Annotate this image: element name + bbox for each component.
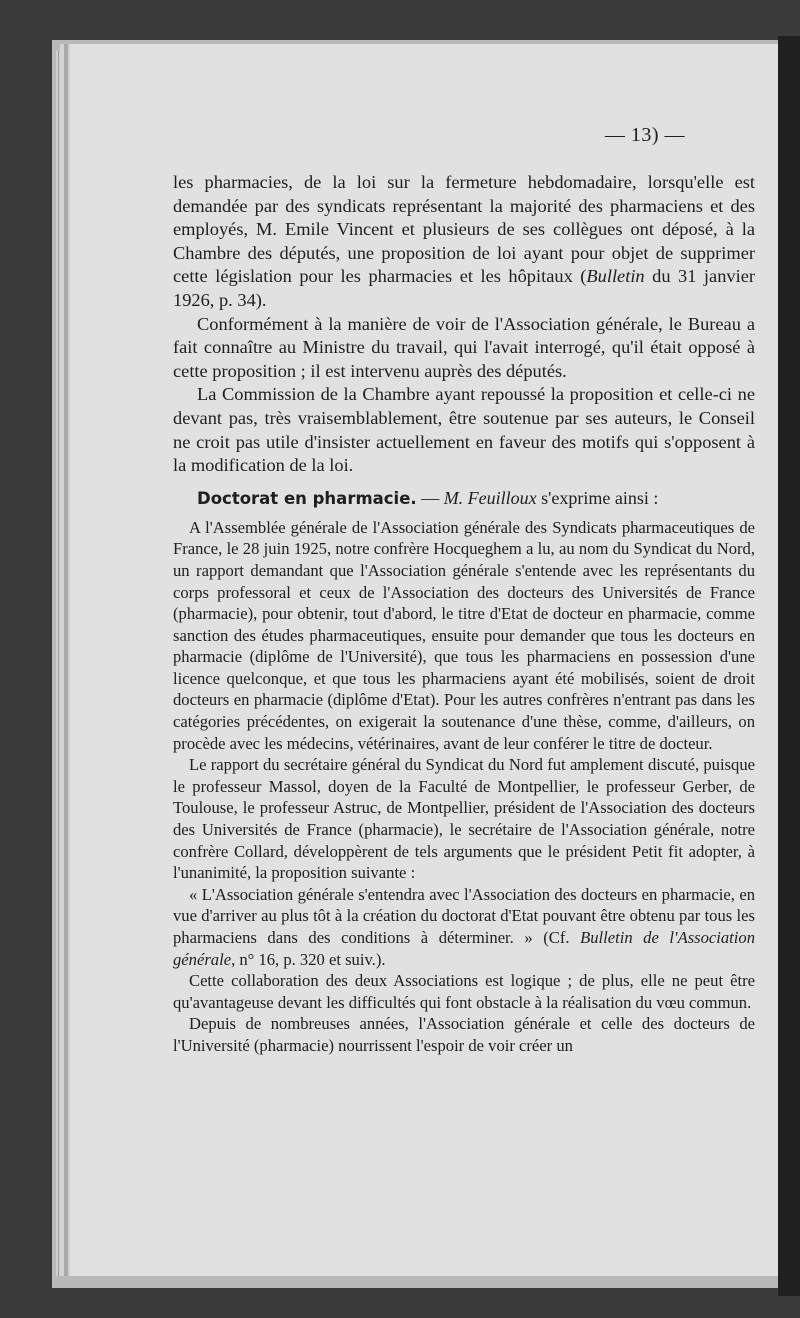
page-number: — 13) — [604,124,685,146]
paragraph-text: « L'Association générale s'entendra avec l'Association des docteurs en pharmacie, en vue d'arriver au plus tôt à la création du doctorat d'Etat pouvant être obtenu par tous les pharmaciens dans des conditions à déterminer. » (Cf. [173,884,755,947]
paragraph: Depuis de nombreuses années, l'Association générale et celle des docteurs de l'Université (pharmacie) nourrissent l'espoir de voir créer un [173,1014,755,1055]
section-title: Doctorat en pharmacie. [197,488,417,508]
italic-citation: Bulletin [586,266,645,287]
section-intro: s'exprime ainsi : [536,487,659,508]
paragraph: A l'Assemblée générale de l'Association générale des Syndicats pharmaceutiques de France, le 28 juin 1925, notre confrère Hocqueghem a lu, au nom du Syndicat du Nord, un rapport demandant que l'Association générale s'entende avec les représentants du corps professoral et ceux de l'Association des docteurs des Universités de France (pharmacie), pour obtenir, tout d'abord, le titre d'Etat de docteur en pharmacie, comme sanction des études pharmaceutiques, ensuite pour demander que tous les docteurs en pharmacie (diplôme de l'Université), que tous les pharmaciens en possession d'une licence quelconque, et que tous les pharmaciens ayant été mobilisés, soient de droit docteurs en pharmacie (diplôme d'Etat). Pour les autres confrères n'entrant pas dans les catégories précédentes, on exigerait la soutenance d'une thèse, comme, d'ailleurs, on procède avec les médecins, vétérinaires, avant de leur conférer le titre de docteur. [173,517,755,753]
paragraph: Le rapport du secrétaire général du Syndicat du Nord fut amplement discuté, puisque le professeur Massol, doyen de la Faculté de Montpellier, le professeur Gerber, de Toulouse, le professeur Astruc, de Montpellier, président de l'Association des docteurs des Universités de France (pharmacie), le secrétaire de l'Association générale, notre confrère Collard, développèrent de tels arguments que le président Petit fit adopter, à l'unanimité, la proposition suivante : [173,755,755,883]
paragraph [173,171,755,313]
paragraph: La Commission de la Chambre ayant repoussé la proposition et celle-ci ne devant pas, très vraisemblablement, être soutenue par ses auteurs, le Conseil ne croit pas utile d'insister actuellement en faveur des motifs qui s'opposent à la modification de la loi. [173,384,755,476]
italic-citation: Bulletin de l'Association générale [173,928,755,969]
paragraph-text: , n° 16, p. 320 et suiv.). [231,949,386,969]
paragraph-text: du 31 janvier 1926, p. 34). [173,266,755,310]
page-edges [56,50,68,1276]
speaker-name: M. Feuilloux [443,487,537,508]
section-dash: — [416,487,444,508]
scan-border [778,36,800,1296]
section-heading [173,486,755,511]
paragraph: Cette collaboration des deux Associations est logique ; de plus, elle ne peut être qu'avantageuse devant les difficultés qui font obstacle à la réalisation du vœu commun. [173,971,755,1012]
paragraph [173,884,755,970]
page-text [173,124,755,1057]
paragraph: Conformément à la manière de voir de l'Association générale, le Bureau a fait connaître au Ministre du travail, qui l'avait interrogé, qu'il était opposé à cette proposition ; il est intervenu auprès des députés. [173,313,755,381]
small-text-block [173,517,755,1057]
large-text-block [173,171,755,478]
paragraph-text: les pharmacies, de la loi sur la fermeture hebdomadaire, lorsqu'elle est demandée par des syndicats représentant la majorité des pharmaciens et des employés, M. Emile Vincent et plusieurs de ses collègues ont déposé, à la Chambre des députés, une proposition de loi ayant pour objet de supprimer cette législation pour les pharmacies et les hôpitaux ( [173,172,755,287]
